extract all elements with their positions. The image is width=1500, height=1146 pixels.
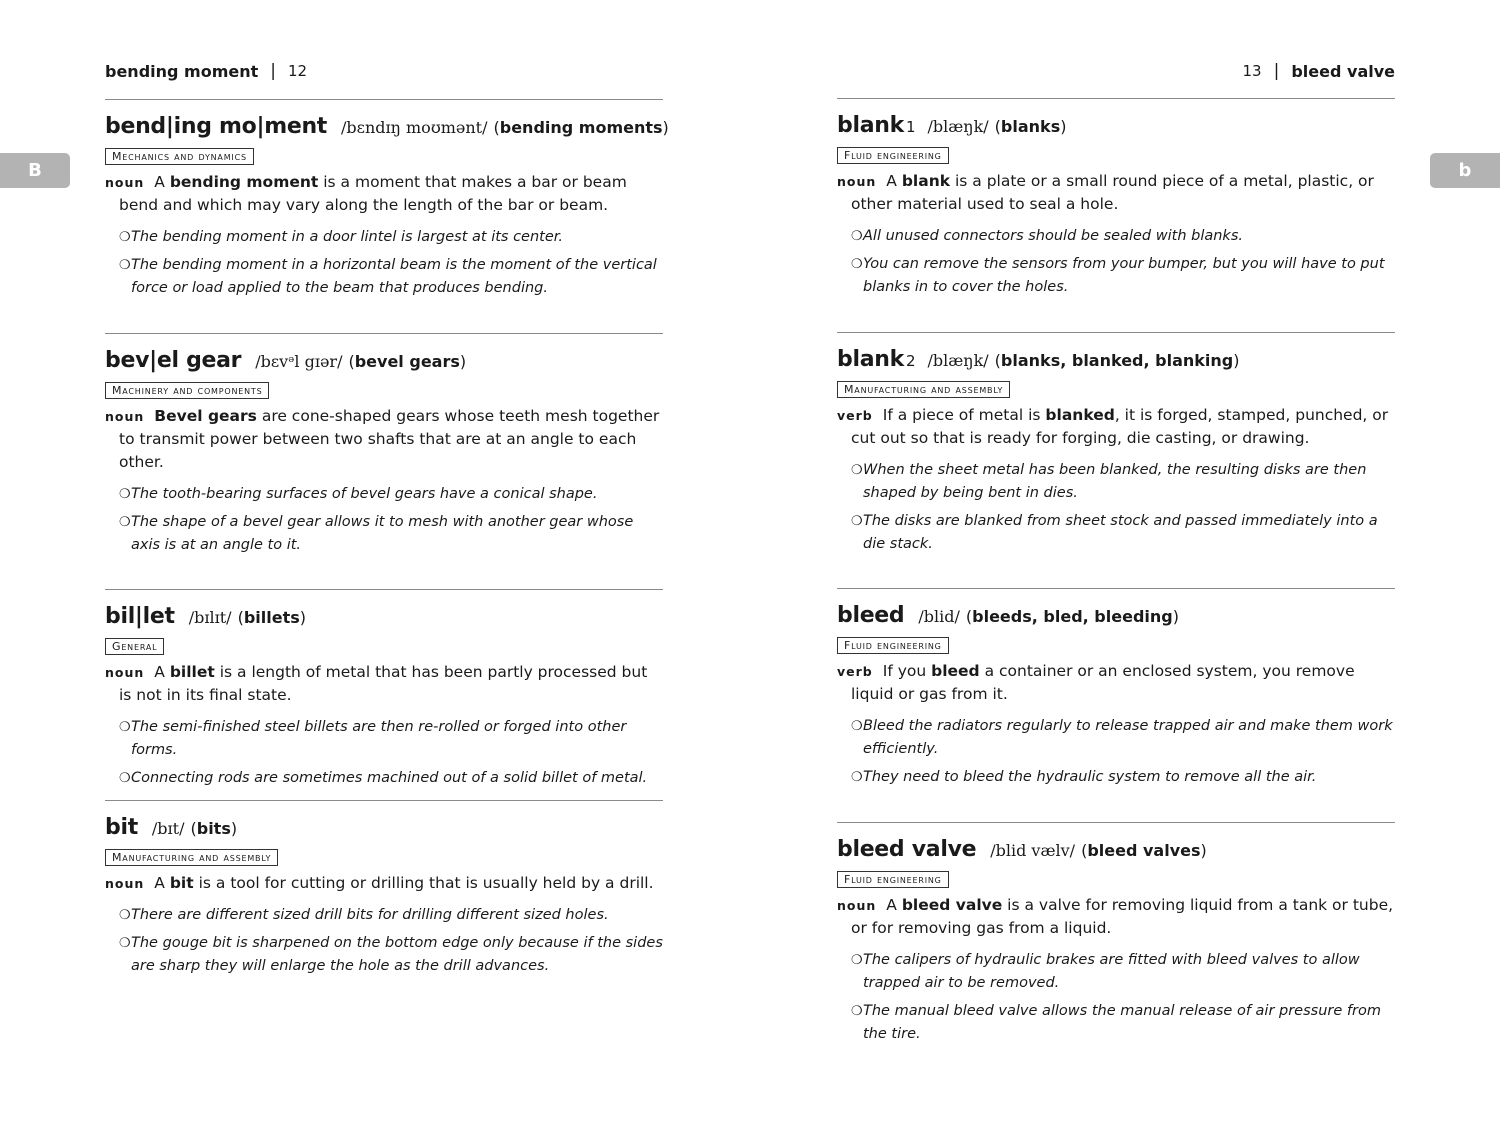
headword: bev|el gear [105,348,242,373]
definition: noun Bevel gears are cone-shaped gears whose teeth mesh together to transmit power between two shafts that are at an angle to each other. [105,407,660,471]
example-bullet-icon: ❍ [851,257,863,272]
example-sentence: ❍The bending moment in a door lintel is largest at its center. [105,226,663,249]
definition: noun A bit is a tool for cutting or drilling that is usually held by a drill. [105,874,654,892]
example-sentence: ❍The tooth-bearing surfaces of bevel gears have a conical shape. [105,483,663,506]
part-of-speech: verb [837,408,873,423]
running-head-separator: | [1273,61,1280,81]
headword: blank [837,347,904,372]
headword: blank [837,113,904,138]
example-sentence: ❍They need to bleed the hydraulic system to remove all the air. [837,766,1395,789]
example-bullet-icon: ❍ [851,770,863,785]
example-bullet-icon: ❍ [119,936,131,951]
homograph-number: 1 [905,118,916,136]
pronunciation: /bɛvᵊl gɪər/ [255,352,343,371]
pronunciation: /bɪt/ [151,819,185,838]
pronunciation: /blid/ [918,607,960,626]
pronunciation: /blid vælv/ [990,841,1076,860]
definition: verb If you bleed a container or an enclosed system, you remove liquid or gas from it. [837,662,1355,703]
inflected-forms: (bleed valves) [1081,841,1207,860]
inflected-forms: (blanks) [994,117,1067,136]
example-bullet-icon: ❍ [119,487,131,502]
example-sentence: ❍The gouge bit is sharpened on the bottom edge only because if the sides are sharp they will enlarge the hole as the drill advances. [105,932,663,978]
subject-label: Manufacturing and assembly [105,849,278,866]
inflected-forms: (bevel gears) [348,352,467,371]
example-bullet-icon: ❍ [119,771,131,786]
subject-label: Manufacturing and assembly [837,381,1010,398]
thumb-index-tab-right: b [1430,153,1500,188]
dictionary-entry [105,333,663,562]
part-of-speech: noun [837,898,877,913]
definition: noun A bleed valve is a valve for removing liquid from a tank or tube, or for removing gas from a liquid. [837,896,1394,937]
inflected-forms: (billets) [237,608,306,627]
homograph-number: 2 [905,352,916,370]
example-bullet-icon: ❍ [851,463,863,478]
example-bullet-icon: ❍ [119,258,131,273]
running-head-word: bleed valve [1291,61,1395,81]
example-sentence: ❍The bending moment in a horizontal beam is the moment of the vertical force or load applied to the beam that produces bending. [105,254,663,300]
example-bullet-icon: ❍ [851,514,863,529]
example-bullet-icon: ❍ [119,720,131,735]
dictionary-entry [837,588,1395,794]
subject-label: Fluid engineering [837,147,949,164]
pronunciation: /bɛndɪŋ moʊmənt/ [341,118,488,137]
example-bullet-icon: ❍ [119,908,131,923]
inflected-forms: (bits) [190,819,238,838]
subject-label: Mechanics and dynamics [105,148,254,165]
pronunciation: /blæŋk/ [927,117,989,136]
dictionary-entry [105,589,663,795]
example-sentence: ❍Connecting rods are sometimes machined out of a solid billet of metal. [105,767,663,790]
part-of-speech: noun [105,175,145,190]
part-of-speech: verb [837,664,873,679]
dictionary-entry [837,332,1395,561]
page-number: 13 [1242,62,1262,80]
running-head-separator: | [270,61,277,81]
pronunciation: /bɪlɪt/ [188,608,232,627]
headword: bleed valve [837,837,977,862]
example-sentence: ❍The calipers of hydraulic brakes are fitted with bleed valves to allow trapped air to be removed. [837,949,1395,995]
example-sentence: ❍You can remove the sensors from your bumper, but you will have to put blanks in to cover the holes. [837,253,1395,299]
example-bullet-icon: ❍ [119,515,131,530]
headword: bleed [837,603,905,628]
part-of-speech: noun [105,876,145,891]
example-sentence: ❍The semi-finished steel billets are then re-rolled or forged into other forms. [105,716,663,762]
example-sentence: ❍The disks are blanked from sheet stock and passed immediately into a die stack. [837,510,1395,556]
subject-label: Machinery and components [105,382,269,399]
headword: bil|let [105,604,175,629]
dictionary-entry [105,99,669,305]
thumb-index-tab-left: B [0,153,70,188]
subject-label: Fluid engineering [837,871,949,888]
page-number: 12 [288,62,308,80]
example-sentence: ❍The shape of a bevel gear allows it to mesh with another gear whose axis is at an angle to it. [105,511,663,557]
example-bullet-icon: ❍ [851,719,863,734]
definition: verb If a piece of metal is blanked, it is forged, stamped, punched, or cut out so that is ready for forging, die casting, or drawing. [837,406,1389,447]
definition: noun A billet is a length of metal that has been partly processed but is not in its final state. [105,663,648,704]
headword: bend|ing mo|ment [105,114,328,139]
example-bullet-icon: ❍ [851,229,863,244]
definition: noun A blank is a plate or a small round piece of a metal, plastic, or other material used to seal a hole. [837,172,1374,213]
inflected-forms: (bending moments) [493,118,669,137]
dictionary-entry [837,822,1395,1051]
example-bullet-icon: ❍ [851,953,863,968]
example-sentence: ❍There are different sized drill bits for drilling different sized holes. [105,904,663,927]
running-head-left [105,60,307,82]
example-sentence: ❍When the sheet metal has been blanked, the resulting disks are then shaped by being bent in dies. [837,459,1395,505]
pronunciation: /blæŋk/ [927,351,989,370]
example-sentence: ❍All unused connectors should be sealed with blanks. [837,225,1395,248]
inflected-forms: (blanks, blanked, blanking) [994,351,1240,370]
running-head-right [1243,60,1395,82]
example-sentence: ❍The manual bleed valve allows the manual release of air pressure from the tire. [837,1000,1395,1046]
part-of-speech: noun [105,665,145,680]
example-bullet-icon: ❍ [119,230,131,245]
part-of-speech: noun [105,409,145,424]
example-bullet-icon: ❍ [851,1004,863,1019]
subject-label: General [105,638,164,655]
headword: bit [105,815,138,840]
part-of-speech: noun [837,174,877,189]
dictionary-entry [105,800,663,983]
subject-label: Fluid engineering [837,637,949,654]
inflected-forms: (bleeds, bled, bleeding) [965,607,1179,626]
running-head-word: bending moment [105,61,259,81]
definition: noun A bending moment is a moment that makes a bar or beam bend and which may vary along the length of the bar or beam. [105,173,627,214]
dictionary-entry [837,98,1395,304]
example-sentence: ❍Bleed the radiators regularly to release trapped air and make them work efficiently. [837,715,1395,761]
